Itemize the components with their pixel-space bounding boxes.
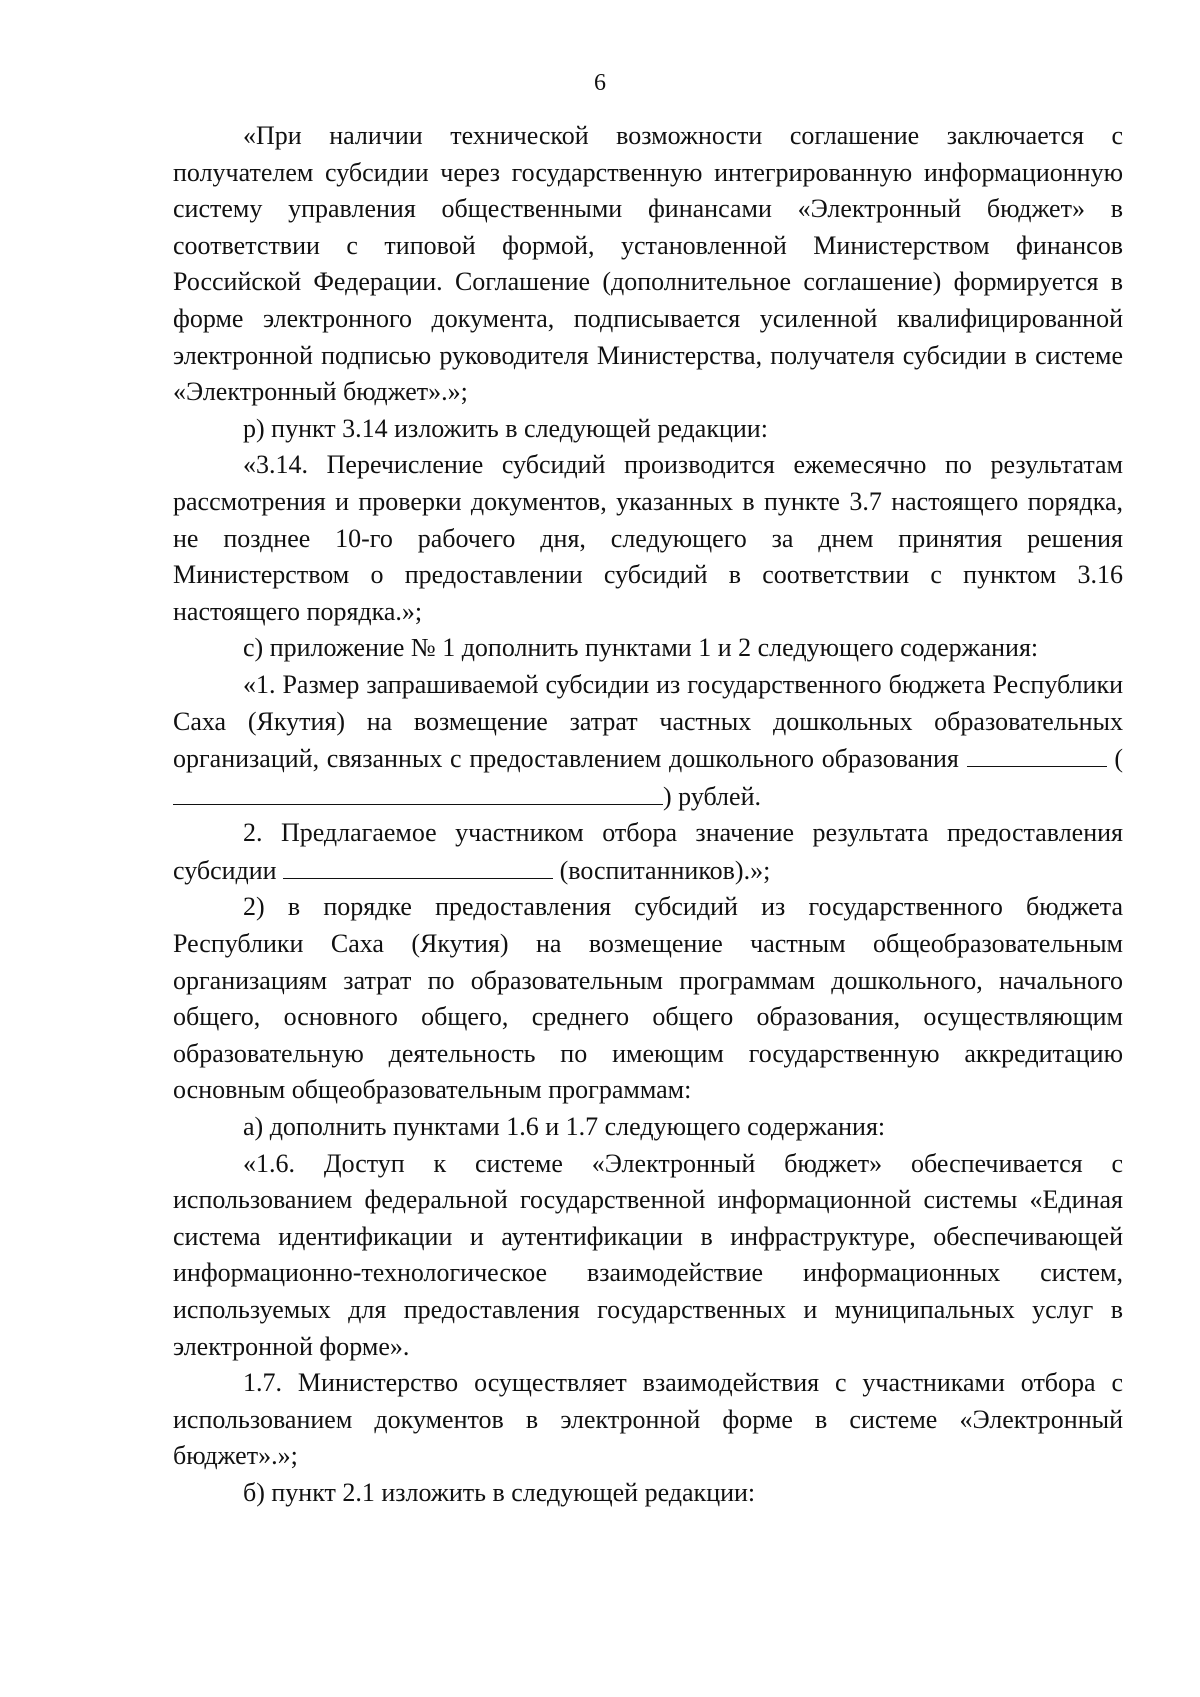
result-value-blank [283, 852, 553, 879]
paragraph-item-r: р) пункт 3.14 изложить в следующей редакции: [243, 413, 768, 443]
paragraph-subsidy-size-open-paren: ( [1106, 744, 1123, 774]
paragraph-result-value-unit: (воспитанников).»; [553, 855, 771, 885]
paragraph-agreement-electronic-budget: «При наличии технической возможности соглашение заключается с получателем субсидии через государственную интегрированную информационную систему управления общественными финансами «Электронный бюджет» в соответствии с типовой формой, установленной Министерством финансов Российской Федерации. Соглашение (дополнительное соглашение) формируется в форме электронного документа, подписывается усиленной квалифицированной электронной подписью руководителя Министерства, получателя субсидии в системе «Электронный бюджет».»; [173, 121, 1123, 407]
paragraph-3-14: «3.14. Перечисление субсидий производится ежемесячно по результатам рассмотрения и проверки документов, указанных в пункте 3.7 настоящего порядка, не позднее 10-го рабочего дня, следующего за днем принятия решения Министерством о предоставлении субсидий в соответствии с пунктом 3.16 настоящего порядка.»; [173, 450, 1123, 626]
subsidy-amount-blank [967, 740, 1107, 767]
paragraph-1-6: «1.6. Доступ к системе «Электронный бюджет» обеспечивается с использованием федеральной государственной информационной системы «Единая система идентификации и аутентификации в инфраструктуре, обеспечивающей информационно-технологическое взаимодействие информационных систем, используемых для предоставления государственных и муниципальных услуг в электронной форме». [173, 1148, 1123, 1361]
paragraph-item-2: 2) в порядке предоставления субсидий из государственного бюджета Республики Саха (Якутия) на возмещение частным общеобразовательным организациям затрат по образовательным программам дошкольного, начального общего, основного общего, среднего общего образования, осуществляющим образовательную деятельность по имеющим государственную аккредитацию основным общеобразовательным программам: [173, 892, 1123, 1105]
paragraph-item-a: а) дополнить пунктами 1.6 и 1.7 следующего содержания: [243, 1112, 886, 1142]
paragraph-subsidy-size-rubles: ) рублей. [663, 781, 761, 811]
paragraph-item-s: с) приложение № 1 дополнить пунктами 1 и 2 следующего содержания: [243, 633, 1039, 663]
paragraph-subsidy-size-text: «1. Размер запрашиваемой субсидии из государственного бюджета Республики Саха (Якутия) на возмещение затрат частных дошкольных образовательных организаций, связанных с предоставлением дошкольного образования [173, 669, 1123, 774]
paragraph-1-7: 1.7. Министерство осуществляет взаимодействия с участниками отбора с использованием документов в электронной форме в системе «Электронный бюджет».»; [173, 1368, 1123, 1471]
subsidy-amount-words-blank [173, 778, 663, 805]
paragraph-item-b: б) пункт 2.1 изложить в следующей редакции: [243, 1477, 756, 1507]
paragraph-result-value [173, 815, 1123, 889]
page-number: 6 [594, 70, 606, 96]
document-body [173, 118, 1123, 1512]
paragraph-subsidy-size [173, 667, 1123, 815]
paragraph-result-value-text: 2. Предлагаемое участником отбора значение результата предоставления субсидии [173, 818, 1123, 885]
